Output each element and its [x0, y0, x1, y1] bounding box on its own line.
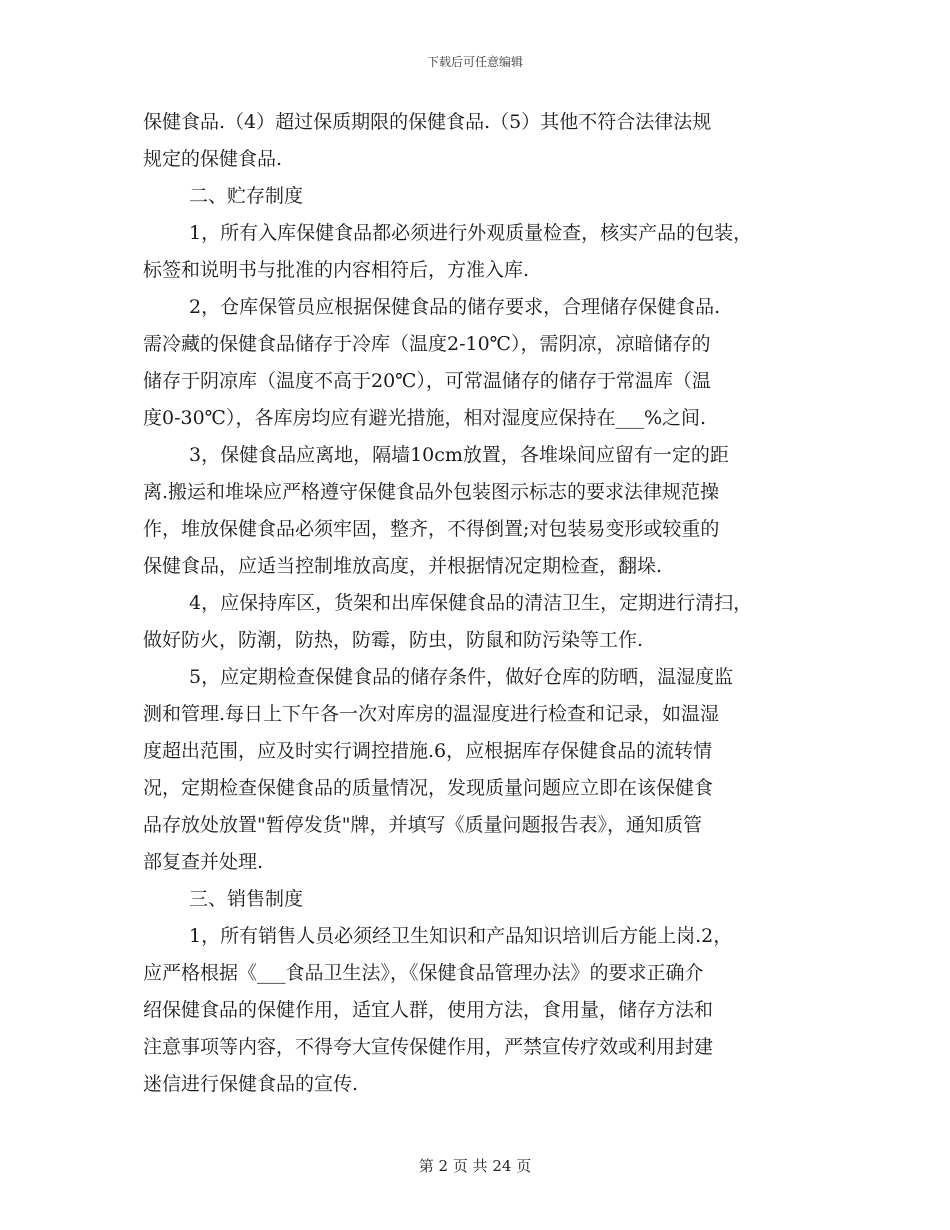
text-line: 2，仓库保管员应根据保健食品的储存要求，合理储存保健食品. — [189, 296, 721, 318]
text-line: 5，应定期检查保健食品的储存条件，做好仓库的防晒，温湿度监 — [189, 666, 734, 688]
text-line: 做好防火，防潮，防热，防霉，防虫，防鼠和防污染等工作. — [143, 629, 644, 651]
text-line: 规定的保健食品. — [143, 148, 283, 170]
section-heading: 三、销售制度 — [189, 888, 304, 910]
text-line: 离.搬运和堆垛应严格遵守保健食品外包装图示标志的要求法律规范操 — [143, 481, 720, 503]
document-body — [143, 104, 813, 1103]
text-line: 应严格根据《___食品卫生法》，《保健食品管理办法》的要求正确介 — [143, 962, 704, 984]
text-line: 保健食品.（4）超过保质期限的保健食品.（5）其他不符合法律法规 — [143, 111, 712, 133]
text-line: 度0-30℃），各库房均应有避光措施，相对湿度应保持在___%之间. — [143, 407, 707, 429]
text-line: 测和管理.每日上下午各一次对库房的温湿度进行检查和记录，如温湿 — [143, 703, 720, 725]
section-heading: 二、贮存制度 — [189, 185, 304, 207]
text-line: 况，定期检查保健食品的质量情况，发现质量问题应立即在该保健食 — [143, 777, 714, 799]
text-line: 1，所有销售人员必须经卫生知识和产品知识培训后方能上岗.2， — [189, 925, 733, 947]
page-header: 下载后可任意编辑 — [426, 55, 523, 69]
text-line: 储存于阴凉库（温度不高于20℃），可常温储存的储存于常温库（温 — [143, 370, 711, 392]
page-footer: 第 2 页 共 24 页 — [418, 1157, 532, 1175]
text-line: 注意事项等内容，不得夸大宣传保健作用，严禁宣传疗效或利用封建 — [143, 1036, 714, 1058]
text-line: 迷信进行保健食品的宣传. — [143, 1073, 359, 1095]
text-line: 作，堆放保健食品必须牢固，整齐，不得倒置;对包装易变形或较重的 — [143, 518, 720, 540]
text-line: 部复查并处理. — [143, 851, 264, 873]
text-line: 品存放处放置"暂停发货"牌，并填写《质量问题报告表》，通知质管 — [143, 814, 702, 836]
text-line: 4，应保持库区，货架和出库保健食品的清洁卫生，定期进行清扫， — [189, 592, 753, 614]
text-line: 需冷藏的保健食品储存于冷库（温度2-10℃），需阴凉，凉暗储存的 — [143, 333, 711, 355]
text-line: 绍保健食品的保健作用，适宜人群，使用方法，食用量，储存方法和 — [143, 999, 714, 1021]
text-line: 1，所有入库保健食品都必须进行外观质量检查，核实产品的包装， — [189, 222, 753, 244]
text-line: 度超出范围，应及时实行调控措施.6，应根据库存保健食品的流转情 — [143, 740, 713, 762]
text-line: 3，保健食品应离地，隔墙10cm放置，各堆垛间应留有一定的距 — [189, 444, 729, 466]
text-line: 保健食品，应适当控制堆放高度，并根据情况定期检查，翻垛. — [143, 555, 663, 577]
text-line: 标签和说明书与批准的内容相符后，方准入库. — [143, 259, 530, 281]
